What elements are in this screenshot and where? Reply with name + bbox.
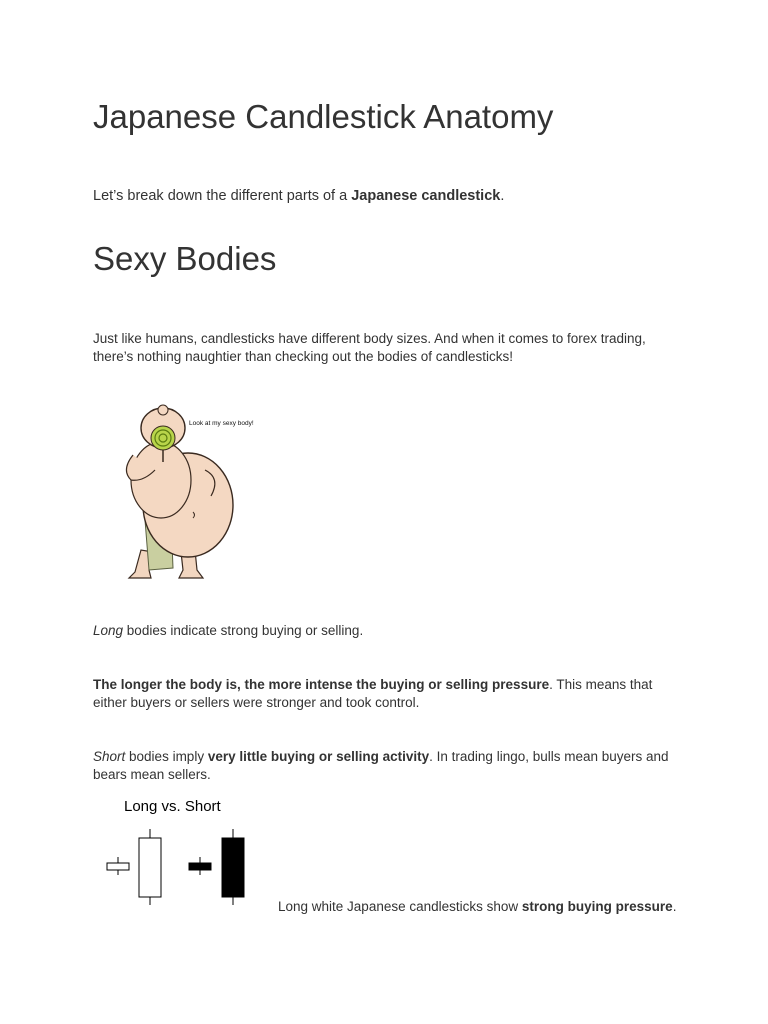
paragraph-long-bodies [93, 622, 683, 640]
p5-end: . [672, 899, 677, 914]
page-title: Japanese Candlestick Anatomy [93, 98, 554, 135]
paragraph-short-bodies [93, 748, 683, 784]
intro-text: Let’s break down the different parts of a [93, 188, 352, 204]
paragraph-long-white [93, 898, 683, 916]
paragraph-pressure [93, 676, 683, 712]
p5-text: Long white Japanese candlesticks show [278, 899, 522, 914]
p3-text: . This means that either buyers or sellers were stronger and took control. [93, 677, 653, 710]
p4-bold: very little buying or selling activity [207, 749, 430, 764]
cartoon-speech-text: Look at my sexy body! [189, 420, 254, 427]
long-italic: Long [93, 623, 124, 638]
p2-text: bodies indicate strong buying or selling. [123, 623, 364, 638]
intro-end: . [500, 188, 505, 204]
long-vs-short-candlestick-icon [93, 793, 263, 908]
intro-bold: Japanese candlestick [351, 188, 501, 204]
section-title: Sexy Bodies [93, 240, 277, 277]
short-italic: Short [93, 749, 126, 764]
paragraph-body-sizes: Just like humans, candlesticks have different body sizes. And when it comes to forex trading, there’s nothing naughtier than checking out the bodies of candlesticks! [93, 331, 646, 364]
intro-paragraph [93, 187, 683, 205]
figure-title: Long vs. Short [124, 798, 221, 815]
p4-text: . In trading lingo, bulls mean buyers and bears mean sellers. [93, 749, 669, 782]
fat-man-cartoon-icon [93, 400, 268, 585]
p3-bold: The longer the body is, the more intense the buying or selling pressure [93, 677, 550, 692]
p4-mid: bodies imply [125, 749, 208, 764]
p5-bold: strong buying pressure [521, 899, 673, 914]
